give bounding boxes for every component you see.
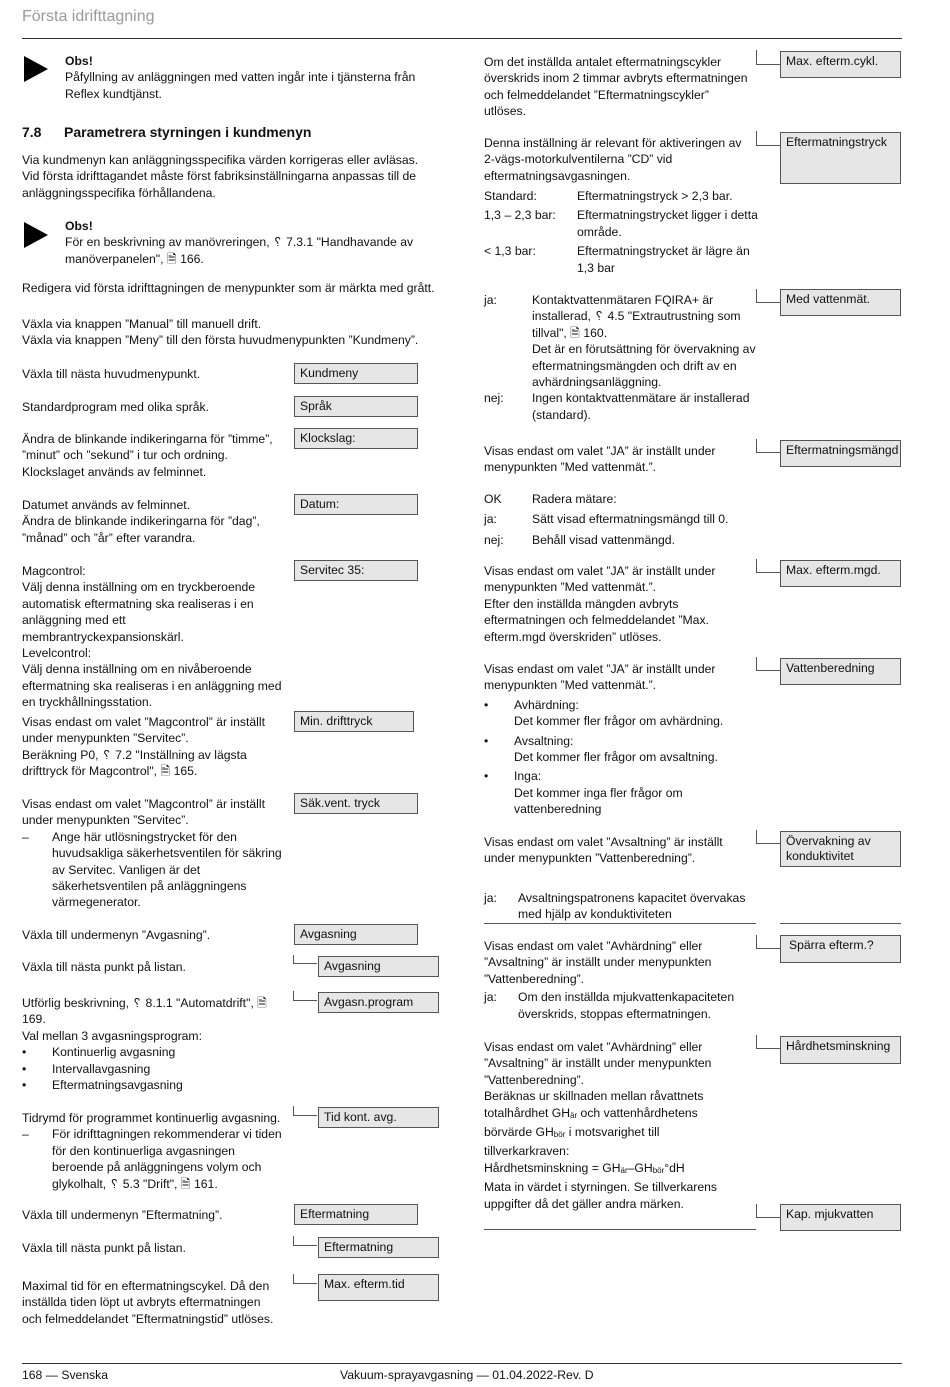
mgd-line-2: Efter den inställda mängden avbryts eftermatningen och felmeddelandet ”Max. efterm.mgd överskriden” utlöses. xyxy=(484,596,709,644)
submenu-connector xyxy=(756,439,780,453)
bullet-marker: • xyxy=(484,697,489,712)
sparra-ja-value: Om den inställda mjukvattenkapaciteten överskrids, stoppas eftermatningen. xyxy=(518,990,735,1021)
pressure-value: Eftermatningstrycket ligger i detta område. xyxy=(577,208,758,239)
max-tid-text: Maximal tid för en eftermatningscykel. Då den inställda tiden löpt ut avbryts eftermatningen och felmeddelandet ”Eftermatningstid” utlöses. xyxy=(22,1279,274,1326)
list-item-text: Intervallavgasning xyxy=(52,1061,151,1076)
menu-box-avgasning-sub[interactable]: Avgasning xyxy=(318,956,439,977)
hardhet-text xyxy=(484,1039,746,1212)
submenu-connector xyxy=(756,50,780,65)
sparra-ja-key: ja: xyxy=(484,990,497,1005)
submenu-connector xyxy=(756,289,780,303)
manual-line: Växla via knappen ”Manual” till manuell drift. xyxy=(22,317,262,331)
formula-a: Hårdhetsminskning = GH xyxy=(484,1160,621,1175)
pressure-value: Eftermatningstrycket är lägre än 1,3 bar xyxy=(577,244,750,275)
dash-marker: – xyxy=(22,829,29,844)
pressure-row xyxy=(484,243,759,276)
menu-box-servitec[interactable]: Servitec 35: xyxy=(294,560,418,581)
hard-formula xyxy=(484,1160,746,1179)
formula-c: °dH xyxy=(664,1160,685,1175)
kond-ja-line xyxy=(484,890,756,923)
ok-row xyxy=(484,491,754,507)
list-item-desc: Det kommer fler frågor om avsaltning. xyxy=(514,750,718,765)
hard-sub: bör xyxy=(652,1165,665,1175)
intro-text: Via kundmenyn kan anläggningsspecifika värden korrigeras eller avläsas. Vid första idrifttagandet måste först fabriksinställningarna anpassas till de anläggningsspecifika förhållandena. xyxy=(22,153,419,200)
vm-ja-key: ja: xyxy=(484,293,497,307)
footer-rule xyxy=(22,1363,902,1364)
list-item-title: Inga: xyxy=(514,769,542,784)
submenu-connector xyxy=(293,1106,317,1116)
servitec-text xyxy=(22,563,287,711)
note-2-text: För en beskrivning av manövreringen, ␦ 7.3.1 "Handhavande av manöverpanelen", 🗎 166. xyxy=(65,235,414,266)
konduktivitet-text: Visas endast om valet ”Avsaltning” är inställt under menypunkten ”Vattenberedning”. xyxy=(484,835,723,866)
menu-box-tid-kont[interactable]: Tid kont. avg. xyxy=(318,1107,439,1128)
magcontrol-label: Magcontrol: xyxy=(22,564,86,578)
note-2-label: Obs! xyxy=(65,219,93,233)
page-header-title: Första idrifttagning xyxy=(22,8,155,25)
list-item-title: Avsaltning: xyxy=(514,733,574,748)
vm-nej-row xyxy=(484,390,756,423)
menu-box-eftermatning-main[interactable]: Eftermatning xyxy=(294,1204,418,1225)
list-item xyxy=(484,697,749,713)
min-line-1: Visas endast om valet ”Magcontrol” är inställt under menypunkten ”Servitec”. xyxy=(22,715,265,746)
note-1 xyxy=(65,53,450,102)
footer-dash: — xyxy=(45,1368,58,1382)
list-item-text: Eftermatningsavgasning xyxy=(52,1078,183,1093)
tid-dash-row xyxy=(22,1126,284,1192)
vm-ja-line-1: Kontaktvattenmätaren FQIRA+ är installerad, ␦ 4.5 "Extrautrustning som tillval", 🗎 160. xyxy=(532,293,741,340)
menu-box-vattenberedning[interactable]: Vattenberedning xyxy=(780,658,901,685)
date-line-1: Datumet används av felminnet. xyxy=(22,498,191,512)
list-item xyxy=(484,733,749,749)
menu-box-sparra[interactable]: Spärra efterm.? xyxy=(780,935,901,963)
vm-ja-line-2: Det är en förutsättning för övervakning av eftermatningsmängden och drift av en avhärdningsanläggning. xyxy=(532,342,756,390)
menu-box-hardhet[interactable]: Hårdhetsminskning xyxy=(780,1036,901,1064)
sak-vent-text xyxy=(22,796,292,911)
vb-intro: Visas endast om valet ”JA” är inställt under menypunkten ”Med vattenmät.”. xyxy=(484,662,716,693)
sak-line-1: Visas endast om valet ”Magcontrol” är inställt under menypunkten ”Servitec”. xyxy=(22,797,265,828)
pressure-row xyxy=(484,207,759,240)
auto-text xyxy=(22,995,287,1093)
ok-key: ja: xyxy=(484,512,497,527)
hard-line-1: Visas endast om valet ”Avhärdning” eller ”Avsaltning” är inställt under menypunkten ”Vattenberedning”. xyxy=(484,1040,712,1087)
vm-ja-value xyxy=(532,292,756,390)
menu-box-sak-vent[interactable]: Säk.vent. tryck xyxy=(294,793,418,814)
max-mgd-text xyxy=(484,563,746,645)
levelcontrol-label: Levelcontrol: xyxy=(22,646,92,661)
date-line-2: Ändra de blinkande indikeringarna för ”dag”, ”månad” och ”år” efter varandra. xyxy=(22,514,260,545)
auto-line-2: Val mellan 3 avgasningsprogram: xyxy=(22,1028,202,1043)
note-2 xyxy=(65,218,450,267)
hard-line-4: Mata in värdet i styrningen. Se tillverkarens uppgifter då det gäller andra märken. xyxy=(484,1180,718,1211)
menu-box-overvakning[interactable]: Övervakning av konduktivitet xyxy=(780,831,901,867)
note-1-text: Påfyllning av anläggningen med vatten ingår inte i tjänsterna från Reflex kundtjänst. xyxy=(65,70,416,101)
ok-key: OK xyxy=(484,492,502,506)
divider-line xyxy=(484,1229,756,1230)
ok-row xyxy=(484,511,754,527)
submenu-connector xyxy=(756,657,780,671)
bullet-marker: • xyxy=(22,1045,27,1060)
edit-text: Redigera vid första idrifttagningen de menypunkter som är märkta med grått. xyxy=(22,281,435,295)
levelcontrol-text: Välj denna inställning om en nivåberoende eftermatning ska realiseras i en anläggning med en tryckhållningsstation. xyxy=(22,662,282,710)
vm-nej-value: Ingen kontaktvattenmätare är installerad (standard). xyxy=(532,391,750,422)
bullet-marker: • xyxy=(22,1078,27,1093)
dash-marker: – xyxy=(22,1127,29,1142)
section-number: 7.8 xyxy=(22,124,42,140)
hard-line-2a: Beräknas ur skillnaden mellan råvattnets totalhårdhet GH xyxy=(484,1089,704,1120)
hard-sub: är xyxy=(620,1165,628,1175)
sak-dash-row xyxy=(22,829,292,911)
divider-line xyxy=(484,923,756,924)
ok-row xyxy=(484,532,754,548)
hard-line-2b: och vattenhårdhetens börvärde GH xyxy=(484,1105,698,1140)
next-list-text-2: Växla till nästa punkt på listan. xyxy=(22,1241,186,1255)
submenu-connector xyxy=(293,1236,317,1246)
meny-line: Växla via knappen ”Meny” till den första huvudmenypunkten ”Kundmeny”. xyxy=(22,333,419,348)
submenu-connector xyxy=(756,1204,780,1218)
list-item-desc: Det kommer inga fler frågor om vattenberedning xyxy=(514,785,683,817)
auto-line-1: Utförlig beskrivning, ␦ 8.1.1 "Automatdrift", 🗎 169. xyxy=(22,996,267,1027)
hard-sub: är xyxy=(570,1110,578,1120)
tid-line-1: Tidrymd för programmet kontinuerlig avgasning. xyxy=(22,1111,281,1125)
ok-table xyxy=(484,491,754,548)
footer-language: Svenska xyxy=(61,1368,109,1382)
hard-line-2 xyxy=(484,1088,746,1160)
menu-box-klockslag[interactable]: Klockslag: xyxy=(294,428,418,449)
section-title: Parametrera styrningen i kundmenyn xyxy=(64,124,312,140)
mgd-line-1: Visas endast om valet ”JA” är inställt under menypunkten ”Med vattenmät.”. xyxy=(484,564,716,595)
menu-box-min-drifttryck[interactable]: Min. drifttryck xyxy=(294,711,414,732)
divider-line xyxy=(780,923,901,924)
sparra-ja-row xyxy=(484,989,749,1022)
menu-box-max-efterm-mgd[interactable]: Max. efterm.mgd. xyxy=(780,560,901,587)
menu-box-max-efterm-cykl[interactable]: Max. efterm.cykl. xyxy=(780,51,901,78)
next-main-text: Växla till nästa huvudmenypunkt. xyxy=(22,367,201,381)
sparra-intro: Visas endast om valet ”Avhärdning” eller ”Avsaltning” är inställt under menypunkten ”Vattenberedning”. xyxy=(484,939,712,986)
page-number: 168 xyxy=(22,1368,43,1382)
next-list-text-1: Växla till nästa punkt på listan. xyxy=(22,960,186,974)
tid-text xyxy=(22,1110,284,1192)
hard-sub: bör xyxy=(553,1130,566,1140)
formula-b: –GH xyxy=(627,1160,653,1175)
bullet-marker: • xyxy=(484,733,489,748)
submenu-connector xyxy=(756,935,780,949)
sparra-text xyxy=(484,938,749,1022)
note-arrow-icon xyxy=(24,222,48,248)
cykl-text: Om det inställda antalet eftermatningscykler överskrids inom 2 timmar avbryts eftermatningen och felmeddelandet ”Eftermatningscykler” utlöses. xyxy=(484,55,748,119)
pressure-key: < 1,3 bar: xyxy=(484,244,536,259)
list-item xyxy=(22,1061,287,1077)
tid-line-2: För idrifttagningen rekommenderar vi tiden för den kontinuerliga avgasningen beroende på anläggningens volym och glykolhalt, ␦ 5.3 "Drift", 🗎 161. xyxy=(52,1127,282,1191)
list-item xyxy=(22,1044,287,1060)
note-1-label: Obs! xyxy=(65,54,93,68)
ok-value: Radera mätare: xyxy=(532,492,617,506)
list-item-title: Avhärdning: xyxy=(514,697,579,712)
submenu-connector xyxy=(293,991,317,1001)
submenu-connector xyxy=(756,559,780,573)
menu-box-sprak[interactable]: Språk xyxy=(294,396,418,417)
pressure-row xyxy=(484,188,759,204)
submenu-connector xyxy=(293,1274,317,1284)
submenu-connector xyxy=(293,955,317,964)
sak-line-2: Ange här utlösningstrycket för den huvudsakliga säkerhetsventilen för säkring av Servitec. Vanligen är det säkerhetsventilen på anläggningens värmegenerator. xyxy=(52,829,282,910)
hard-line-2c: i motsvarighet till tillverkarkraven: xyxy=(484,1125,660,1159)
menu-box-eftermatning-sub[interactable]: Eftermatning xyxy=(318,1237,439,1258)
ok-key: nej: xyxy=(484,532,504,547)
menu-box-kap-mjukvatten[interactable]: Kap. mjukvatten xyxy=(780,1204,901,1231)
vm-ja-row xyxy=(484,292,756,390)
menu-box-med-vattenmat[interactable]: Med vattenmät. xyxy=(780,289,901,316)
pressure-table xyxy=(484,188,759,276)
menu-box-eftermatningsmangd[interactable]: Eftermatningsmängd xyxy=(780,440,901,467)
bullet-marker: • xyxy=(22,1061,27,1076)
ok-value: Sätt visad eftermatningsmängd till 0. xyxy=(532,512,729,527)
std-lang-text: Standardprogram med olika språk. xyxy=(22,400,209,414)
kond-ja-value: Avsaltningspatronens kapacitet övervakas med hjälp av konduktiviteten xyxy=(518,891,746,922)
menu-box-max-efterm-tid[interactable]: Max. efterm.tid xyxy=(318,1274,439,1301)
kond-ja-key: ja: xyxy=(484,891,497,905)
list-item-desc: Det kommer fler frågor om avhärdning. xyxy=(514,714,724,729)
footer-document: Vakuum-sprayavgasning — 01.04.2022-Rev. D xyxy=(340,1368,594,1382)
kond-ja-row xyxy=(484,890,756,923)
sub-avgasning-text: Växla till undermenyn ”Avgasning”. xyxy=(22,928,211,942)
clock-text: Ändra de blinkande indikeringarna för ”timme”, ”minut” och ”sekund” i tur och ordning. Klockslaget används av felminnet. xyxy=(22,432,273,479)
menu-box-avgasning-main[interactable]: Avgasning xyxy=(294,924,418,945)
menu-box-kundmeny[interactable]: Kundmeny xyxy=(294,363,418,384)
submenu-connector xyxy=(756,131,780,146)
submenu-connector xyxy=(756,1035,780,1049)
menu-box-datum[interactable]: Datum: xyxy=(294,494,418,515)
section-heading xyxy=(22,124,311,140)
bullet-marker: • xyxy=(484,769,489,784)
pressure-key: Standard: xyxy=(484,189,537,203)
list-item-text: Kontinuerlig avgasning xyxy=(52,1045,176,1060)
mangd-text: Visas endast om valet ”JA” är inställt under menypunkten ”Med vattenmät.”. xyxy=(484,444,716,475)
menu-box-avgasn-program[interactable]: Avgasn.program xyxy=(318,992,439,1013)
menu-box-eftermatningstryck[interactable]: Eftermatningstryck xyxy=(780,132,901,184)
tryck-text: Denna inställning är relevant för aktiveringen av 2-vägs-motorkulventilerna ”CD” vid eftermatningsavgasningen. xyxy=(484,136,742,183)
submenu-connector xyxy=(756,830,780,844)
magcontrol-text: Välj denna inställning om en tryckberoende automatisk eftermatning ska realiseras i en anläggning med ett membrantryckexpansionskärl. xyxy=(22,580,256,644)
ok-value: Behåll visad vattenmängd. xyxy=(532,532,675,547)
footer-page-info xyxy=(22,1367,108,1383)
min-drifttryck-text xyxy=(22,714,277,780)
vm-nej-key: nej: xyxy=(484,391,504,406)
pressure-value: Eftermatningstryck > 2,3 bar. xyxy=(577,189,733,203)
date-text xyxy=(22,497,277,546)
min-line-2: Beräkning P0, ␦ 7.2 "Inställning av lägsta drifttryck för Magcontrol", 🗎 165. xyxy=(22,747,247,779)
manual-text xyxy=(22,316,452,349)
note-arrow-icon xyxy=(24,56,48,82)
vattenmat-text xyxy=(484,292,756,423)
sub-eftermatning-text: Växla till undermenyn ”Eftermatning”. xyxy=(22,1208,223,1222)
list-item xyxy=(22,1077,287,1093)
header-rule xyxy=(22,38,902,39)
vattenberedning-text xyxy=(484,661,749,818)
pressure-key: 1,3 – 2,3 bar: xyxy=(484,208,556,223)
list-item xyxy=(484,768,749,784)
